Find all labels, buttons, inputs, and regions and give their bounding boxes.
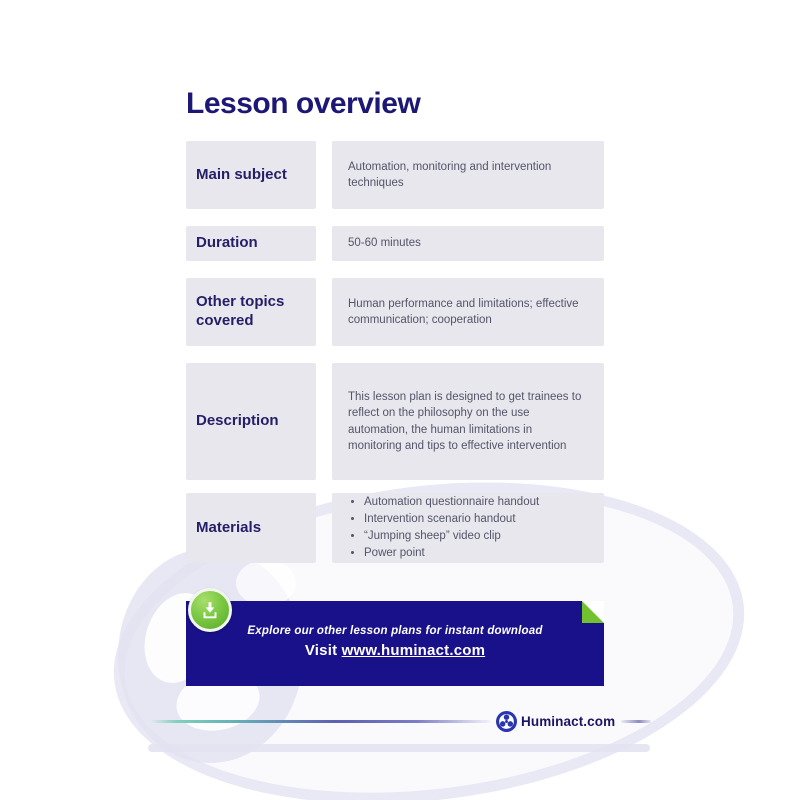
table-row [186, 363, 604, 480]
huminact-logo-icon [496, 711, 517, 732]
table-row [186, 493, 604, 563]
visit-prefix: Visit [304, 642, 342, 659]
table-row [186, 278, 604, 346]
table-row [186, 226, 604, 261]
banner-tagline: Explore our other lesson plans for instant download [247, 625, 543, 637]
footer-brand[interactable] [496, 711, 615, 732]
row-value-duration: 50-60 minutes [332, 226, 604, 261]
promo-banner[interactable] [186, 601, 604, 686]
materials-list-item: • Intervention scenario handout [364, 511, 539, 527]
footer-divider-line [150, 720, 490, 723]
row-label-duration: Duration [186, 226, 316, 261]
materials-list-item: • “Jumping sheep” video clip [364, 528, 539, 544]
row-label-other-topics: Other topics covered [186, 278, 316, 346]
row-value-description: This lesson plan is designed to get trainees to reflect on the philosophy on the use automation, the human limitations in monitoring and tips to effective intervention [332, 363, 604, 480]
page-bottom-band [148, 744, 650, 752]
table-row [186, 141, 604, 209]
content-column [186, 0, 604, 563]
materials-list-item: • Power point [364, 545, 539, 561]
row-label-materials: Materials [186, 493, 316, 563]
footer-brand-label: Huminact.com [521, 714, 616, 729]
row-label-main-subject: Main subject [186, 141, 316, 209]
banner-text [186, 625, 604, 659]
row-value-main-subject: Automation, monitoring and intervention techniques [332, 141, 604, 209]
banner-visit-line [186, 642, 604, 659]
row-value-materials [332, 493, 604, 563]
watermark-blob [236, 560, 296, 606]
folded-corner-icon [582, 601, 604, 623]
footer-divider-dash [621, 720, 651, 723]
page-title: Lesson overview [186, 87, 421, 120]
row-value-other-topics: Human performance and limitations; effective communication; cooperation [332, 278, 604, 346]
materials-list [348, 494, 539, 562]
materials-list-item: • Automation questionnaire handout [364, 494, 539, 510]
huminact-link[interactable]: www.huminact.com [341, 642, 486, 659]
row-label-description: Description [186, 363, 316, 480]
